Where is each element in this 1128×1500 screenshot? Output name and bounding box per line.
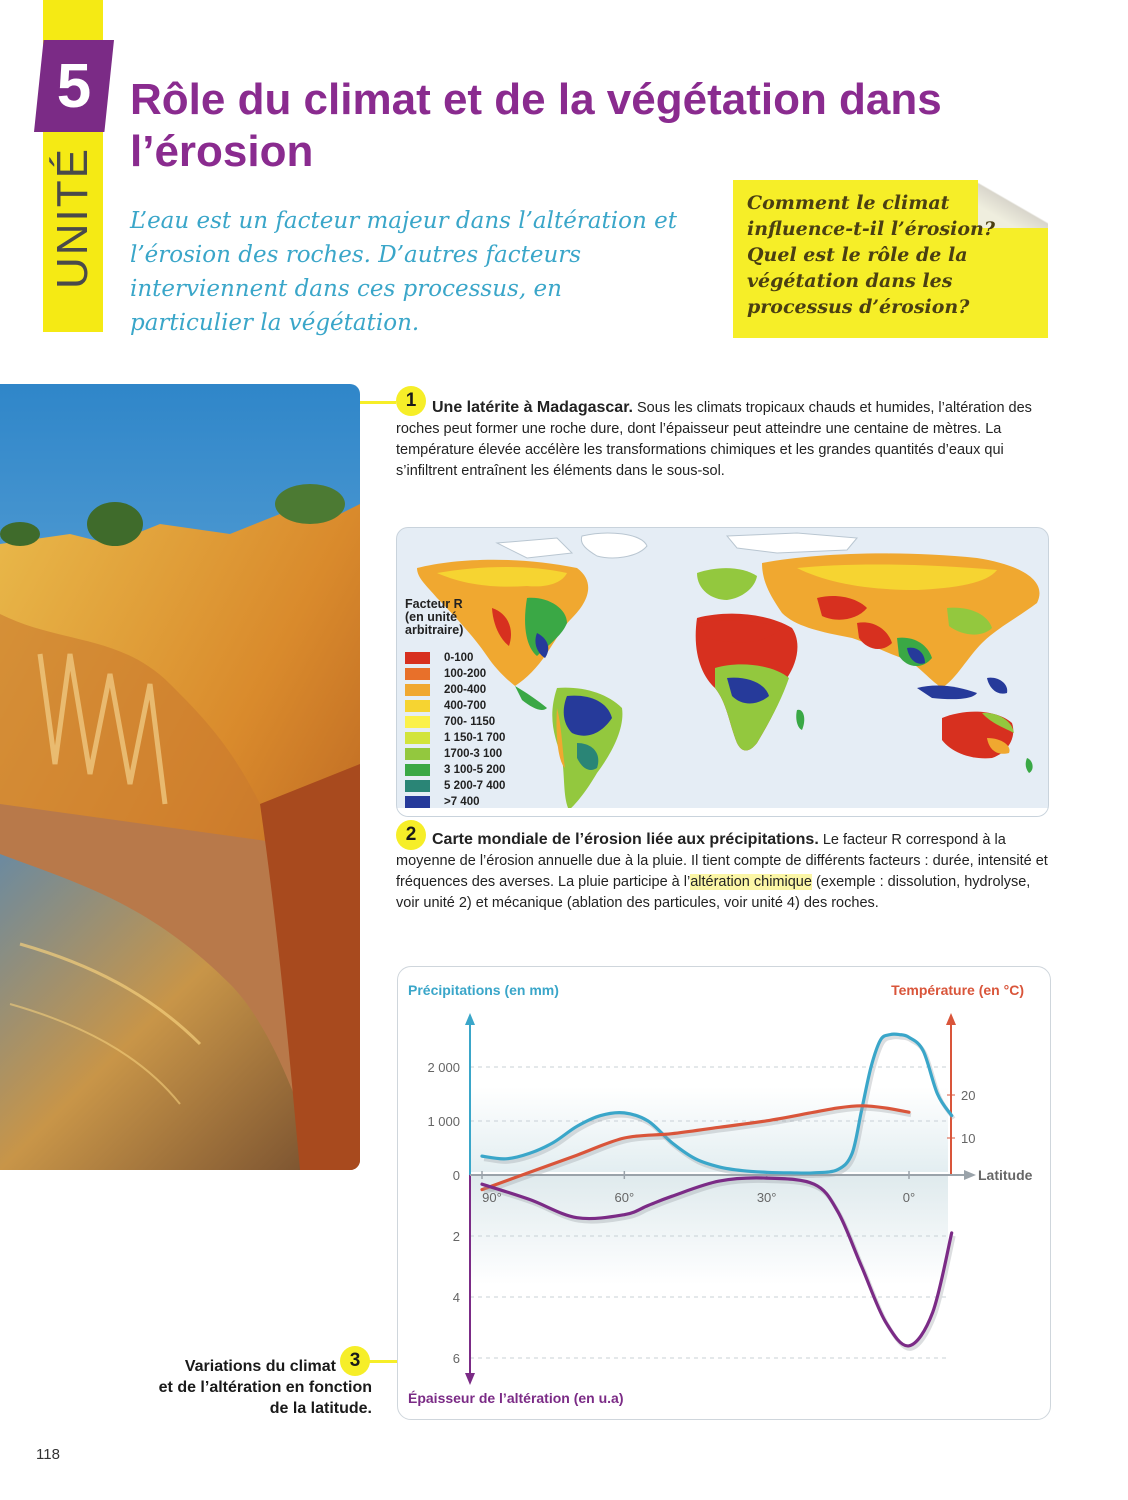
legend-title-line-1: Facteur R [405, 597, 463, 611]
doc3-number-badge: 3 [340, 1346, 370, 1376]
alteration-axis-title: Épaisseur de l’altération (en u.a) [408, 1390, 624, 1406]
x-tick-label: 30° [756, 1190, 777, 1205]
doc1-connector [360, 401, 396, 404]
page-number: 118 [36, 1446, 60, 1463]
page-title: Rôle du climat et de la végétation dans l’érosion [130, 75, 942, 176]
legend-label: 100-200 [444, 668, 487, 680]
legend-swatch [405, 764, 430, 776]
legend-item [405, 698, 486, 714]
legend-swatch [405, 732, 430, 744]
precip-axis-arrow [465, 1013, 475, 1025]
legend-item [405, 682, 486, 698]
doc1-title: Une latérite à Madagascar. [432, 399, 633, 416]
x-tick-label: 0° [902, 1190, 916, 1205]
legend-swatch [405, 796, 430, 808]
climate-latitude-chart [397, 966, 1051, 1420]
doc2-caption [396, 829, 1051, 914]
doc1-text: Sous les climats tropicaux chauds et humides, l’altération des roches peut former une roche dure, dont l’épaisseur peut atteindre une centaine de mètres. La température élevée accélère les transformations chimiques et les grandes quantités d’eaux qui s’infiltrent entraînent les éléments dans le sous-sol. [396, 400, 1032, 479]
legend-title-line-3: arbitraire) [405, 623, 464, 637]
legend-item [405, 746, 502, 762]
doc2-text-after: (exemple : dissolution, hydrolyse, voir unité 2) et mécanique (ablation des particules, voir unité 4) des roches. [396, 874, 1031, 911]
alteration-tick-label: 6 [452, 1351, 460, 1366]
doc1-number-badge: 1 [396, 386, 426, 416]
doc3-caption-line-3: de la latitude. [269, 1400, 372, 1417]
legend-item [405, 730, 505, 746]
legend-label: 1700-3 100 [444, 748, 503, 760]
latitude-axis-arrow [964, 1170, 976, 1180]
lower-band [470, 1175, 948, 1285]
chart-svg [398, 967, 1050, 1419]
doc3-caption-line-1: Variations du climat [184, 1358, 336, 1375]
doc2-highlight: altération chimique [690, 874, 812, 890]
legend-item [405, 762, 505, 778]
alteration-tick-label: 4 [452, 1290, 460, 1305]
legend-item [405, 794, 480, 810]
temp-tick-label: 10 [961, 1131, 976, 1146]
legend-swatch [405, 700, 430, 712]
legend-title-line-2: (en unité [405, 610, 458, 624]
doc1-caption [396, 397, 1041, 482]
doc3-caption-line-2: et de l’altération en fonction [158, 1379, 372, 1396]
legend-swatch [405, 668, 430, 680]
doc2-text-before: Le facteur R correspond à la moyenne de l’érosion annuelle due à la pluie. Il tient compte de différents facteurs : durée, intensité et fréquences des averses. La pluie participe à l’ [396, 832, 1048, 890]
temperature-axis-title: Température (en °C) [891, 982, 1024, 998]
legend-swatch [405, 684, 430, 696]
x-tick-label: 60° [614, 1190, 635, 1205]
unit-number: 5 [56, 51, 92, 121]
legend-label: 1 150-1 700 [444, 732, 506, 744]
legend-label: 5 200-7 400 [444, 780, 506, 792]
doc3-caption [100, 1356, 372, 1419]
legend-swatch [405, 748, 430, 760]
legend-label: 400-700 [444, 700, 487, 712]
precip-tick-label: 2 000 [427, 1060, 460, 1075]
legend-label: 3 100-5 200 [444, 764, 506, 776]
latitude-axis-title: Latitude [978, 1167, 1033, 1183]
legend-swatch [405, 652, 430, 664]
intro-text: L’eau est un facteur majeur dans l’altération et l’érosion des roches. D’autres facteurs interviennent dans ces processus, en particulier la végétation. [130, 208, 677, 336]
precip-tick-label: 0 [452, 1168, 460, 1183]
laterite-photo [0, 384, 360, 1170]
temperature-axis-arrow [946, 1013, 956, 1025]
legend-item [405, 650, 473, 666]
legend-swatch [405, 780, 430, 792]
legend-label: 0-100 [444, 652, 474, 664]
precip-tick-label: 1 000 [427, 1114, 460, 1129]
temp-tick-label: 20 [961, 1088, 976, 1103]
alteration-axis-arrow [465, 1373, 475, 1385]
legend-item [405, 778, 505, 794]
doc2-number-badge: 2 [396, 820, 426, 850]
legend-label: >7 400 [444, 796, 480, 808]
laterite-illustration [0, 384, 360, 1170]
legend-item [405, 714, 495, 730]
legend-label: 700- 1150 [444, 716, 496, 728]
alteration-tick-label: 2 [452, 1229, 460, 1244]
legend-item [405, 666, 486, 682]
precip-axis-title: Précipitations (en mm) [408, 982, 559, 998]
doc2-title: Carte mondiale de l’érosion liée aux précipitations. [432, 831, 819, 848]
legend-swatch [405, 716, 430, 728]
question-text: Comment le climat influence-t-il l’érosion? Quel est le rôle de la végétation dans les processus d’érosion? [747, 192, 995, 318]
map-legend-title [405, 598, 463, 637]
x-tick-label: 90° [482, 1190, 502, 1205]
legend-label: 200-400 [444, 684, 487, 696]
unit-label: UNITÉ [48, 147, 97, 289]
